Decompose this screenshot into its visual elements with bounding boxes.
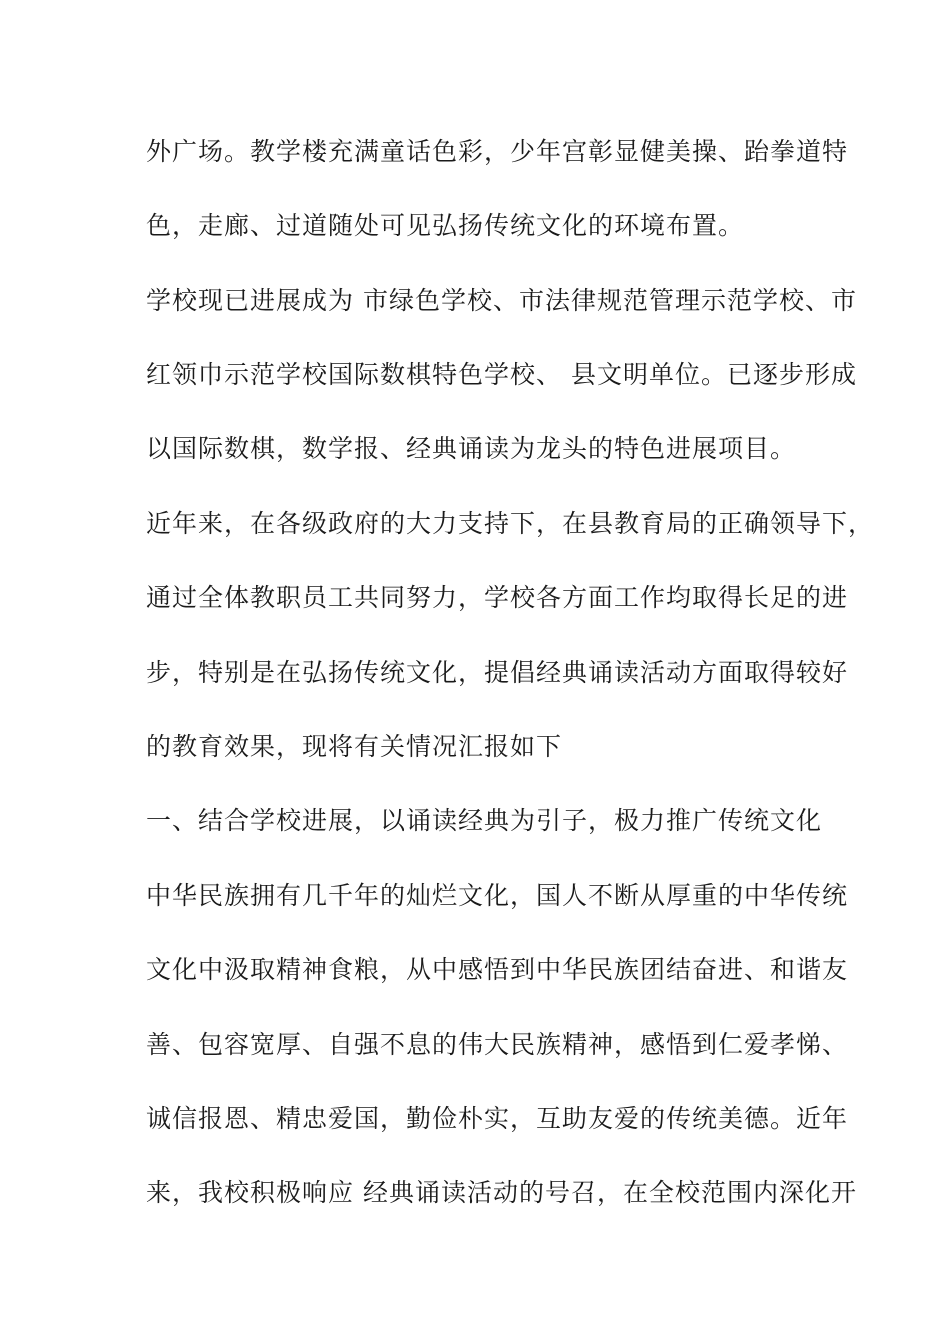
- text-line: 步，特别是在弘扬传统文化，提倡经典诵读活动方面取得较好: [146, 658, 849, 687]
- text-line: 诚信报恩、精忠爱国，勤俭朴实，互助友爱的传统美德。近年: [146, 1104, 849, 1133]
- text-line: 来，我校积极响应 经典诵读活动的号召，在全校范围内深化开: [146, 1178, 857, 1207]
- text-line: 色，走廊、过道随处可见弘扬传统文化的环境布置。: [146, 211, 745, 240]
- section-heading: 一、结合学校进展，以诵读经典为引子，极力推广传统文化: [146, 806, 823, 835]
- text-line: 外广场。教学楼充满童话色彩，少年宫彰显健美操、跆拳道特: [146, 137, 849, 166]
- text-line: 文化中汲取精神食粮，从中感悟到中华民族团结奋进、和谐友: [146, 955, 849, 984]
- text-line: 中华民族拥有几千年的灿烂文化，国人不断从厚重的中华传统: [146, 881, 849, 910]
- text-line: 红领巾示范学校国际数棋特色学校、 县文明单位。已逐步形成: [146, 360, 857, 389]
- text-line: 善、包容宽厚、自强不息的伟大民族精神，感悟到仁爱孝悌、: [146, 1030, 849, 1059]
- text-line: 学校现已进展成为 市绿色学校、市法律规范管理示范学校、市: [146, 286, 857, 315]
- text-line: 通过全体教职员工共同努力，学校各方面工作均取得长足的进: [146, 583, 849, 612]
- text-line: 近年来，在各级政府的大力支持下，在县教育局的正确领导下，: [146, 509, 875, 538]
- text-line: 的教育效果，现将有关情况汇报如下: [146, 732, 563, 761]
- text-line: 以国际数棋，数学报、经典诵读为龙头的特色进展项目。: [146, 434, 797, 463]
